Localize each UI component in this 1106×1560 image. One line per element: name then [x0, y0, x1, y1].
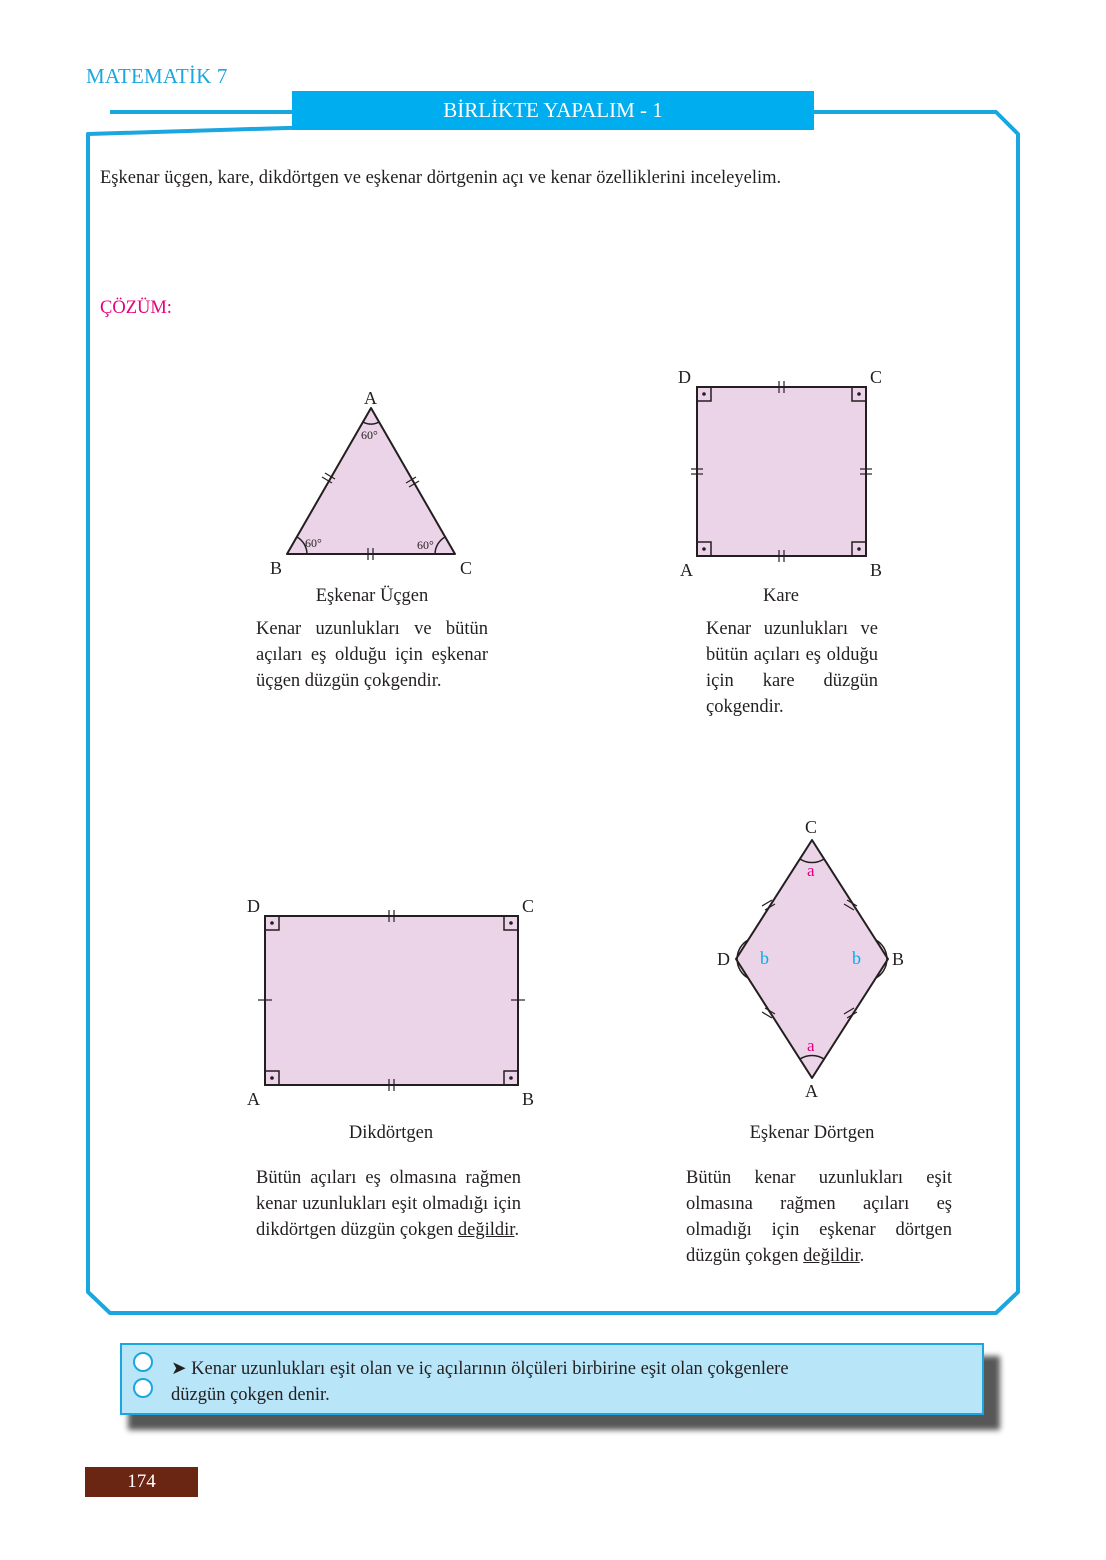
info-bullet-ring-icon [133, 1352, 153, 1372]
triangle-caption: Eşkenar Üçgen [315, 586, 429, 606]
square-vertex-c: C [870, 367, 883, 387]
rhombus-angle-bottom: a [807, 1036, 815, 1055]
square-vertex-d: D [678, 367, 691, 387]
rectangle-vertex-a: A [247, 1089, 260, 1109]
square-caption: Kare [763, 586, 799, 606]
rhombus-vertex-b: B [892, 949, 905, 969]
rectangle-caption: Dikdörtgen [348, 1123, 434, 1143]
page-number: 174 [85, 1467, 198, 1497]
info-line-2: düzgün çokgen denir. [171, 1385, 330, 1405]
triangle-description: Kenar uzunlukları ve bütün açıları eş olduğu için eşkenar üçgen düzgün çokgendir. [256, 619, 488, 691]
triangle-vertex-b: B [270, 558, 283, 578]
solution-label: ÇÖZÜM: [100, 298, 172, 318]
rhombus-description-end: . [859, 1246, 865, 1266]
triangle-angle-left: 60° [305, 536, 322, 550]
page-header-title: MATEMATİK 7 [86, 64, 228, 88]
rhombus-angle-top: a [807, 861, 815, 880]
rhombus-description [686, 1165, 952, 1269]
rectangle-vertex-d: D [247, 896, 260, 916]
rectangle-description-emphasis: değildir [457, 1220, 515, 1240]
info-bullet-ring-icon [133, 1378, 153, 1398]
triangle-vertex-a: A [364, 388, 377, 408]
rhombus-description-emphasis: değildir [803, 1246, 860, 1266]
rectangle-description-main: Bütün açıları eş olmasına rağmen kenar uzunlukları eşit olmadığı için dikdörtgen düzgün çokgen [256, 1168, 521, 1240]
rectangle-vertex-c: C [522, 896, 535, 916]
intro-text: Eşkenar üçgen, kare, dikdörtgen ve eşkenar dörtgenin açı ve kenar özelliklerini inceleyelim. [100, 168, 782, 188]
rectangle-description [256, 1165, 521, 1243]
rhombus-angle-right: b [852, 948, 861, 968]
rectangle-description-end: . [514, 1220, 520, 1240]
triangle-angle-right: 60° [417, 538, 434, 552]
rectangle-vertex-b: B [522, 1089, 535, 1109]
square-vertex-a: A [680, 560, 693, 580]
rhombus-description-main: Bütün kenar uzunlukları eşit olmasına rağmen açıları eş olmadığı için eşkenar dörtgen düzgün çokgen [686, 1168, 952, 1266]
triangle-vertex-c: C [460, 558, 473, 578]
rhombus-vertex-a: A [805, 1081, 818, 1101]
square-description: Kenar uzunlukları ve bütün açıları eş olduğu için kare düzgün çokgendir. [706, 619, 878, 717]
rhombus-caption: Eşkenar Dörtgen [749, 1123, 875, 1143]
rectangle-figure [258, 910, 525, 1091]
info-text [171, 1356, 789, 1408]
rhombus-vertex-d: D [717, 949, 730, 969]
info-line-1: ➤ Kenar uzunlukları eşit olan ve iç açılarının ölçüleri birbirine eşit olan çokgenlere [171, 1359, 789, 1379]
section-banner: BİRLİKTE YAPALIM - 1 [292, 91, 814, 130]
rhombus-vertex-c: C [805, 817, 818, 837]
triangle-angle-top: 60° [361, 428, 378, 442]
rhombus-angle-left: b [760, 948, 769, 968]
square-figure [691, 381, 872, 562]
square-vertex-b: B [870, 560, 883, 580]
